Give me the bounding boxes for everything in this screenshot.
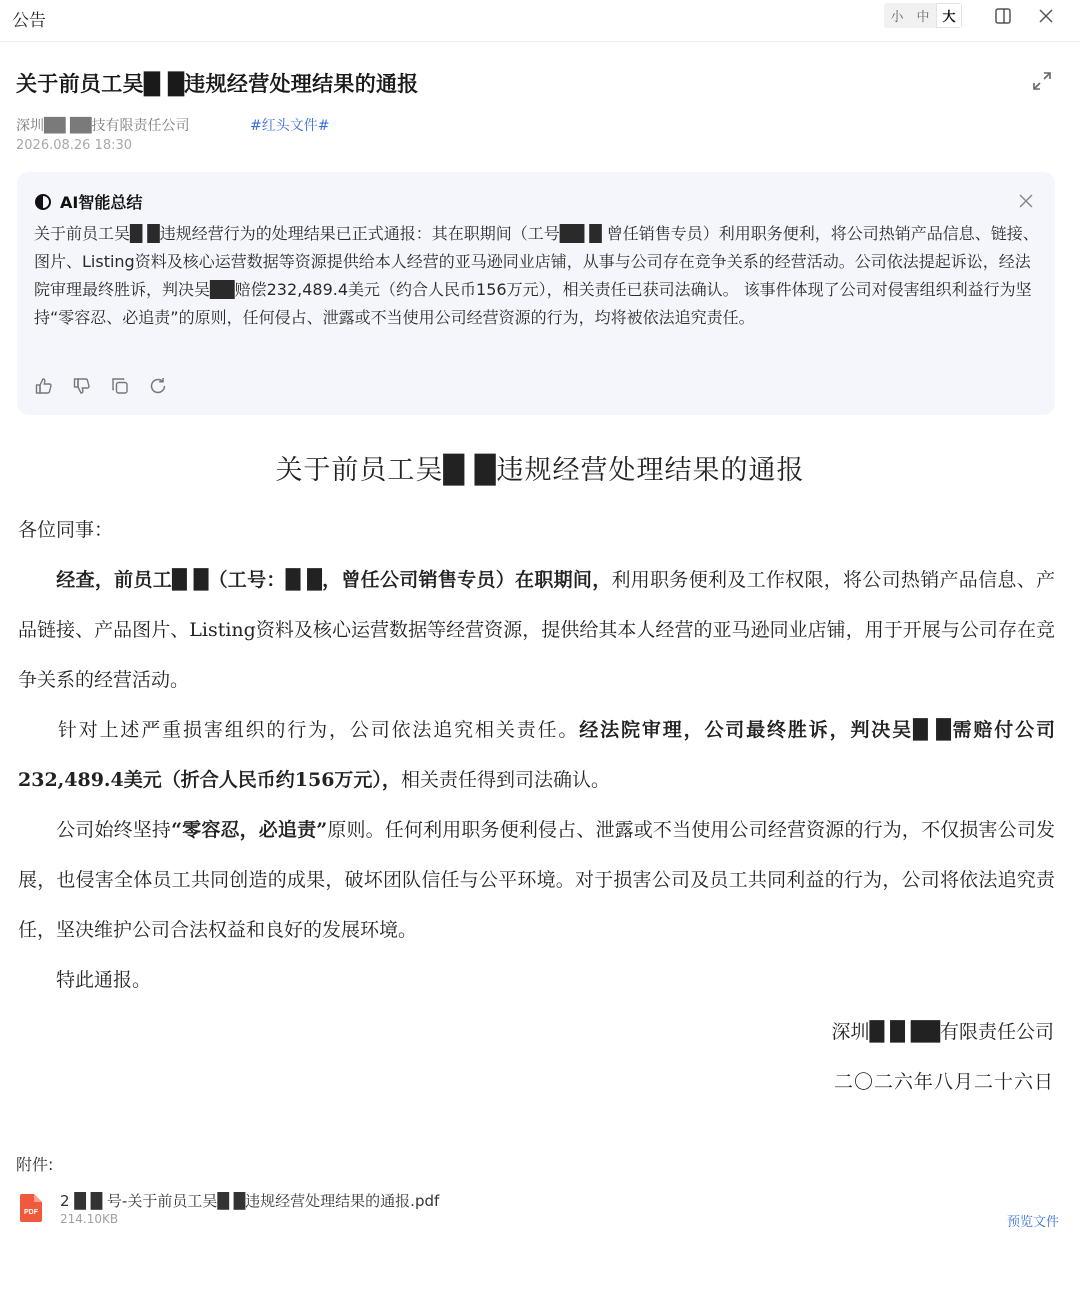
paragraph-3-text-c: 原则。任何利用职务便利侵占、泄露或不当使用公司经营资源的行为，不仅损害公司发展，也侵害全体员工共同创造的成果，破坏团队信任与公平环境。对于损害公司及员工共同利益的行为，公司将依法追究责任，坚决维护公司合法权益和良好的发展环境。 bbox=[18, 819, 1055, 941]
font-size-switcher bbox=[884, 3, 962, 28]
paragraph-3-bold-text: “零容忍，必追责” bbox=[171, 819, 328, 841]
thumbs-down-icon[interactable] bbox=[72, 376, 92, 396]
notice-signer: 深圳█ █ ██有限责任公司 bbox=[831, 1021, 1054, 1043]
ai-summary-title: AI智能总结 bbox=[60, 193, 143, 212]
paragraph-2-text-a: 针对上述严重损害组织的行为，公司依法追究相关责任。 bbox=[56, 719, 580, 741]
notice-sign-date: 二〇二六年八月二十六日 bbox=[833, 1071, 1054, 1093]
pdf-file-icon bbox=[18, 1194, 42, 1222]
close-icon[interactable] bbox=[1036, 6, 1056, 26]
paragraph-2-text-c: 相关责任得到司法确认。 bbox=[400, 769, 610, 791]
font-size-medium-button[interactable]: 中 bbox=[916, 10, 930, 25]
closing-text: 特此通报。 bbox=[56, 969, 152, 991]
ai-summary-header bbox=[34, 190, 142, 213]
publish-date: 2026.08.26 18:30 bbox=[16, 138, 133, 153]
pdf-file-type: PDF bbox=[24, 1209, 38, 1216]
notice-salutation: 各位同事： bbox=[18, 519, 114, 541]
sidebar-toggle-icon[interactable] bbox=[993, 6, 1013, 26]
ai-summary-text: 关于前员工吴█ █违规经营行为的处理结果已正式通报：其在职期间（工号██ █ 曾任销售专员）利用职务便利，将公司热销产品信息、链接、图片、Listing资料及核心运营数据等资源提供给本人经营的亚马逊同业店铺，从事与公司存在竞争关系的经营活动。公司依法提起诉讼，经法院审理最终胜诉，判决吴██赔偿232,489.4美元（约合人民币156万元），相关责任已获司法确认。 该事件体现了公司对侵害组织利益行为坚持“零容忍、必追责”的原则，任何侵占、泄露或不当使用公司经营资源的行为，均将被依法追究责任。 bbox=[34, 224, 1039, 327]
close-icon[interactable] bbox=[1017, 192, 1035, 210]
paragraph-1-bold-text: 经查，前员工█ █（工号：█ █，曾任公司销售专员）在职期间， bbox=[56, 569, 612, 591]
ai-summary-card bbox=[17, 172, 1055, 415]
ai-logo-icon bbox=[34, 193, 52, 211]
paragraph-3-text-a: 公司始终坚持 bbox=[56, 819, 172, 841]
attachment-label: 附件: bbox=[16, 1155, 54, 1174]
paragraph-2-bold-text: 经法院审理，公司最终胜诉，判决吴█ █需赔付公司232,489.4美元（折合人民币约156万元）， bbox=[18, 719, 1055, 791]
paragraph-1-text: 利用职务便利及工作权限，将公司热销产品信息、产品链接、产品图片、Listing资料及核心运营数据等经营资源，提供给其本人经营的亚马逊同业店铺，用于开展与公司存在竞争关系的经营活动。 bbox=[18, 569, 1055, 691]
announcement-title: 关于前员工吴█ █违规经营处理结果的通报 bbox=[16, 72, 419, 96]
notice-paragraph-4 bbox=[18, 955, 1055, 1005]
attachment-file-name[interactable]: 2 █ █ 号-关于前员工吴█ █违规经营处理结果的通报.pdf bbox=[60, 1192, 440, 1210]
window-titlebar bbox=[0, 0, 1080, 42]
refresh-icon[interactable] bbox=[148, 376, 168, 396]
font-size-small-button[interactable]: 小 bbox=[890, 10, 904, 25]
thumbs-up-icon[interactable] bbox=[34, 376, 54, 396]
expand-icon[interactable] bbox=[1031, 70, 1053, 92]
notice-paragraph-2 bbox=[18, 705, 1055, 805]
notice-paragraph-3 bbox=[18, 805, 1055, 955]
ai-summary-actions bbox=[34, 376, 168, 396]
window-title: 公告 bbox=[12, 11, 46, 31]
red-header-tag[interactable]: #红头文件# bbox=[250, 118, 330, 134]
attachment-file-size: 214.10KB bbox=[60, 1212, 119, 1226]
notice-paragraph-1 bbox=[18, 555, 1055, 705]
publisher-name: 深圳██ ██技有限责任公司 bbox=[16, 118, 190, 134]
preview-file-link[interactable]: 预览文件 bbox=[1007, 1215, 1060, 1230]
copy-icon[interactable] bbox=[110, 376, 130, 396]
notice-title: 关于前员工吴█ █违规经营处理结果的通报 bbox=[275, 455, 805, 486]
font-size-large-button[interactable]: 大 bbox=[936, 3, 962, 28]
